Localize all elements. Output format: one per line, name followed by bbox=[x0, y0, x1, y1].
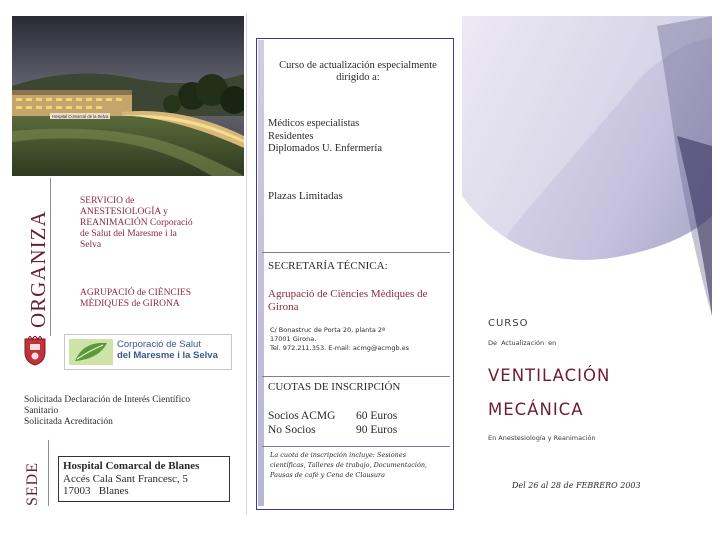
address-street: C/ Bonastruc de Porta 20, planta 2ª bbox=[270, 326, 386, 334]
secretaria-address bbox=[270, 326, 450, 353]
course-label: CURSO bbox=[488, 318, 529, 329]
secretaria-organization: Agrupació de Ciències Mèdiques de Girona bbox=[268, 288, 428, 313]
course-specialty: En Anestesiología y Reanimación bbox=[488, 434, 596, 442]
organiza-label: ORGANIZA bbox=[26, 210, 50, 328]
fee-amount: 60 Euros bbox=[356, 410, 398, 422]
divider bbox=[50, 178, 51, 336]
organizer-service: SERVICIO de ANESTESIOLOGÍA y REANIMACIÓN Corporació de Salut del Maresme i la Selva bbox=[80, 196, 193, 250]
fees-title: CUOTAS DE INSCRIPCIÓN bbox=[268, 381, 401, 393]
declaration-interest: Solicitada Declaración de Interés Científico Sanitario bbox=[24, 395, 191, 416]
fee-row bbox=[268, 410, 448, 422]
logo-text-line2: del Maresme i la Selva bbox=[117, 349, 218, 361]
fee-amount: 90 Euros bbox=[356, 424, 398, 436]
declaration-accreditation: Solicitada Acreditación bbox=[24, 417, 113, 427]
hospital-photo bbox=[12, 16, 244, 176]
fee-row bbox=[268, 424, 448, 436]
fee-label: No Socios bbox=[268, 424, 316, 436]
venue-city: 17003 Blanes bbox=[63, 485, 129, 497]
audience-list bbox=[268, 118, 448, 156]
divider bbox=[262, 376, 450, 377]
course-intro: Curso de actualización especialmente dirigido a: bbox=[279, 60, 437, 83]
sede-label: SEDE bbox=[24, 462, 41, 506]
venue-name: Hospital Comarcal de Blanes bbox=[63, 460, 200, 472]
leaf-logo-icon bbox=[69, 339, 113, 365]
fee-includes: La cuota de inscripción incluye: Sesiones científicas, Talleres de trabajo, Documentación, Pausas de café y Cena de Clausura bbox=[270, 451, 428, 479]
address-contact: Tel. 972.211.353. E-mail: acmg@acmgb.es bbox=[270, 344, 410, 352]
venue-address: Accés Cala Sant Francesc, 5 bbox=[63, 472, 188, 485]
divider bbox=[262, 252, 450, 253]
declaration-block bbox=[24, 395, 224, 428]
venue-box bbox=[58, 456, 230, 502]
course-title-line1: VENTILACIÓN bbox=[488, 366, 611, 385]
course-title-line2: MECÁNICA bbox=[488, 400, 584, 419]
crest-logo-icon bbox=[22, 336, 48, 366]
audience-item: Residentes bbox=[268, 130, 314, 142]
fee-label: Socios ACMG bbox=[268, 410, 336, 422]
divider bbox=[262, 446, 450, 447]
course-subtitle: De Actualización en bbox=[488, 339, 557, 347]
organizer-agrupacio: AGRUPACIÓ de CIÈNCIES MÈDIQUES de GIRONA bbox=[80, 288, 192, 309]
limited-places: Plazas Limitadas bbox=[268, 190, 343, 202]
address-city: 17001 Girona. bbox=[270, 335, 317, 343]
panel-accent-strip bbox=[258, 40, 264, 506]
corporacio-logo bbox=[64, 334, 232, 370]
secretaria-title: SECRETARÍA TÉCNICA: bbox=[268, 260, 388, 272]
divider bbox=[48, 440, 49, 506]
audience-item: Diplomados U. Enfermería bbox=[268, 143, 383, 154]
audience-item: Médicos especialistas bbox=[268, 118, 360, 129]
building-sign-text: Hospital Comarcal de la Selva bbox=[52, 114, 109, 119]
middle-panel bbox=[256, 38, 454, 510]
course-dates: Del 26 al 28 de FEBRERO 2003 bbox=[512, 481, 641, 490]
logo-text-line1: Corporació de Salut bbox=[117, 339, 201, 350]
